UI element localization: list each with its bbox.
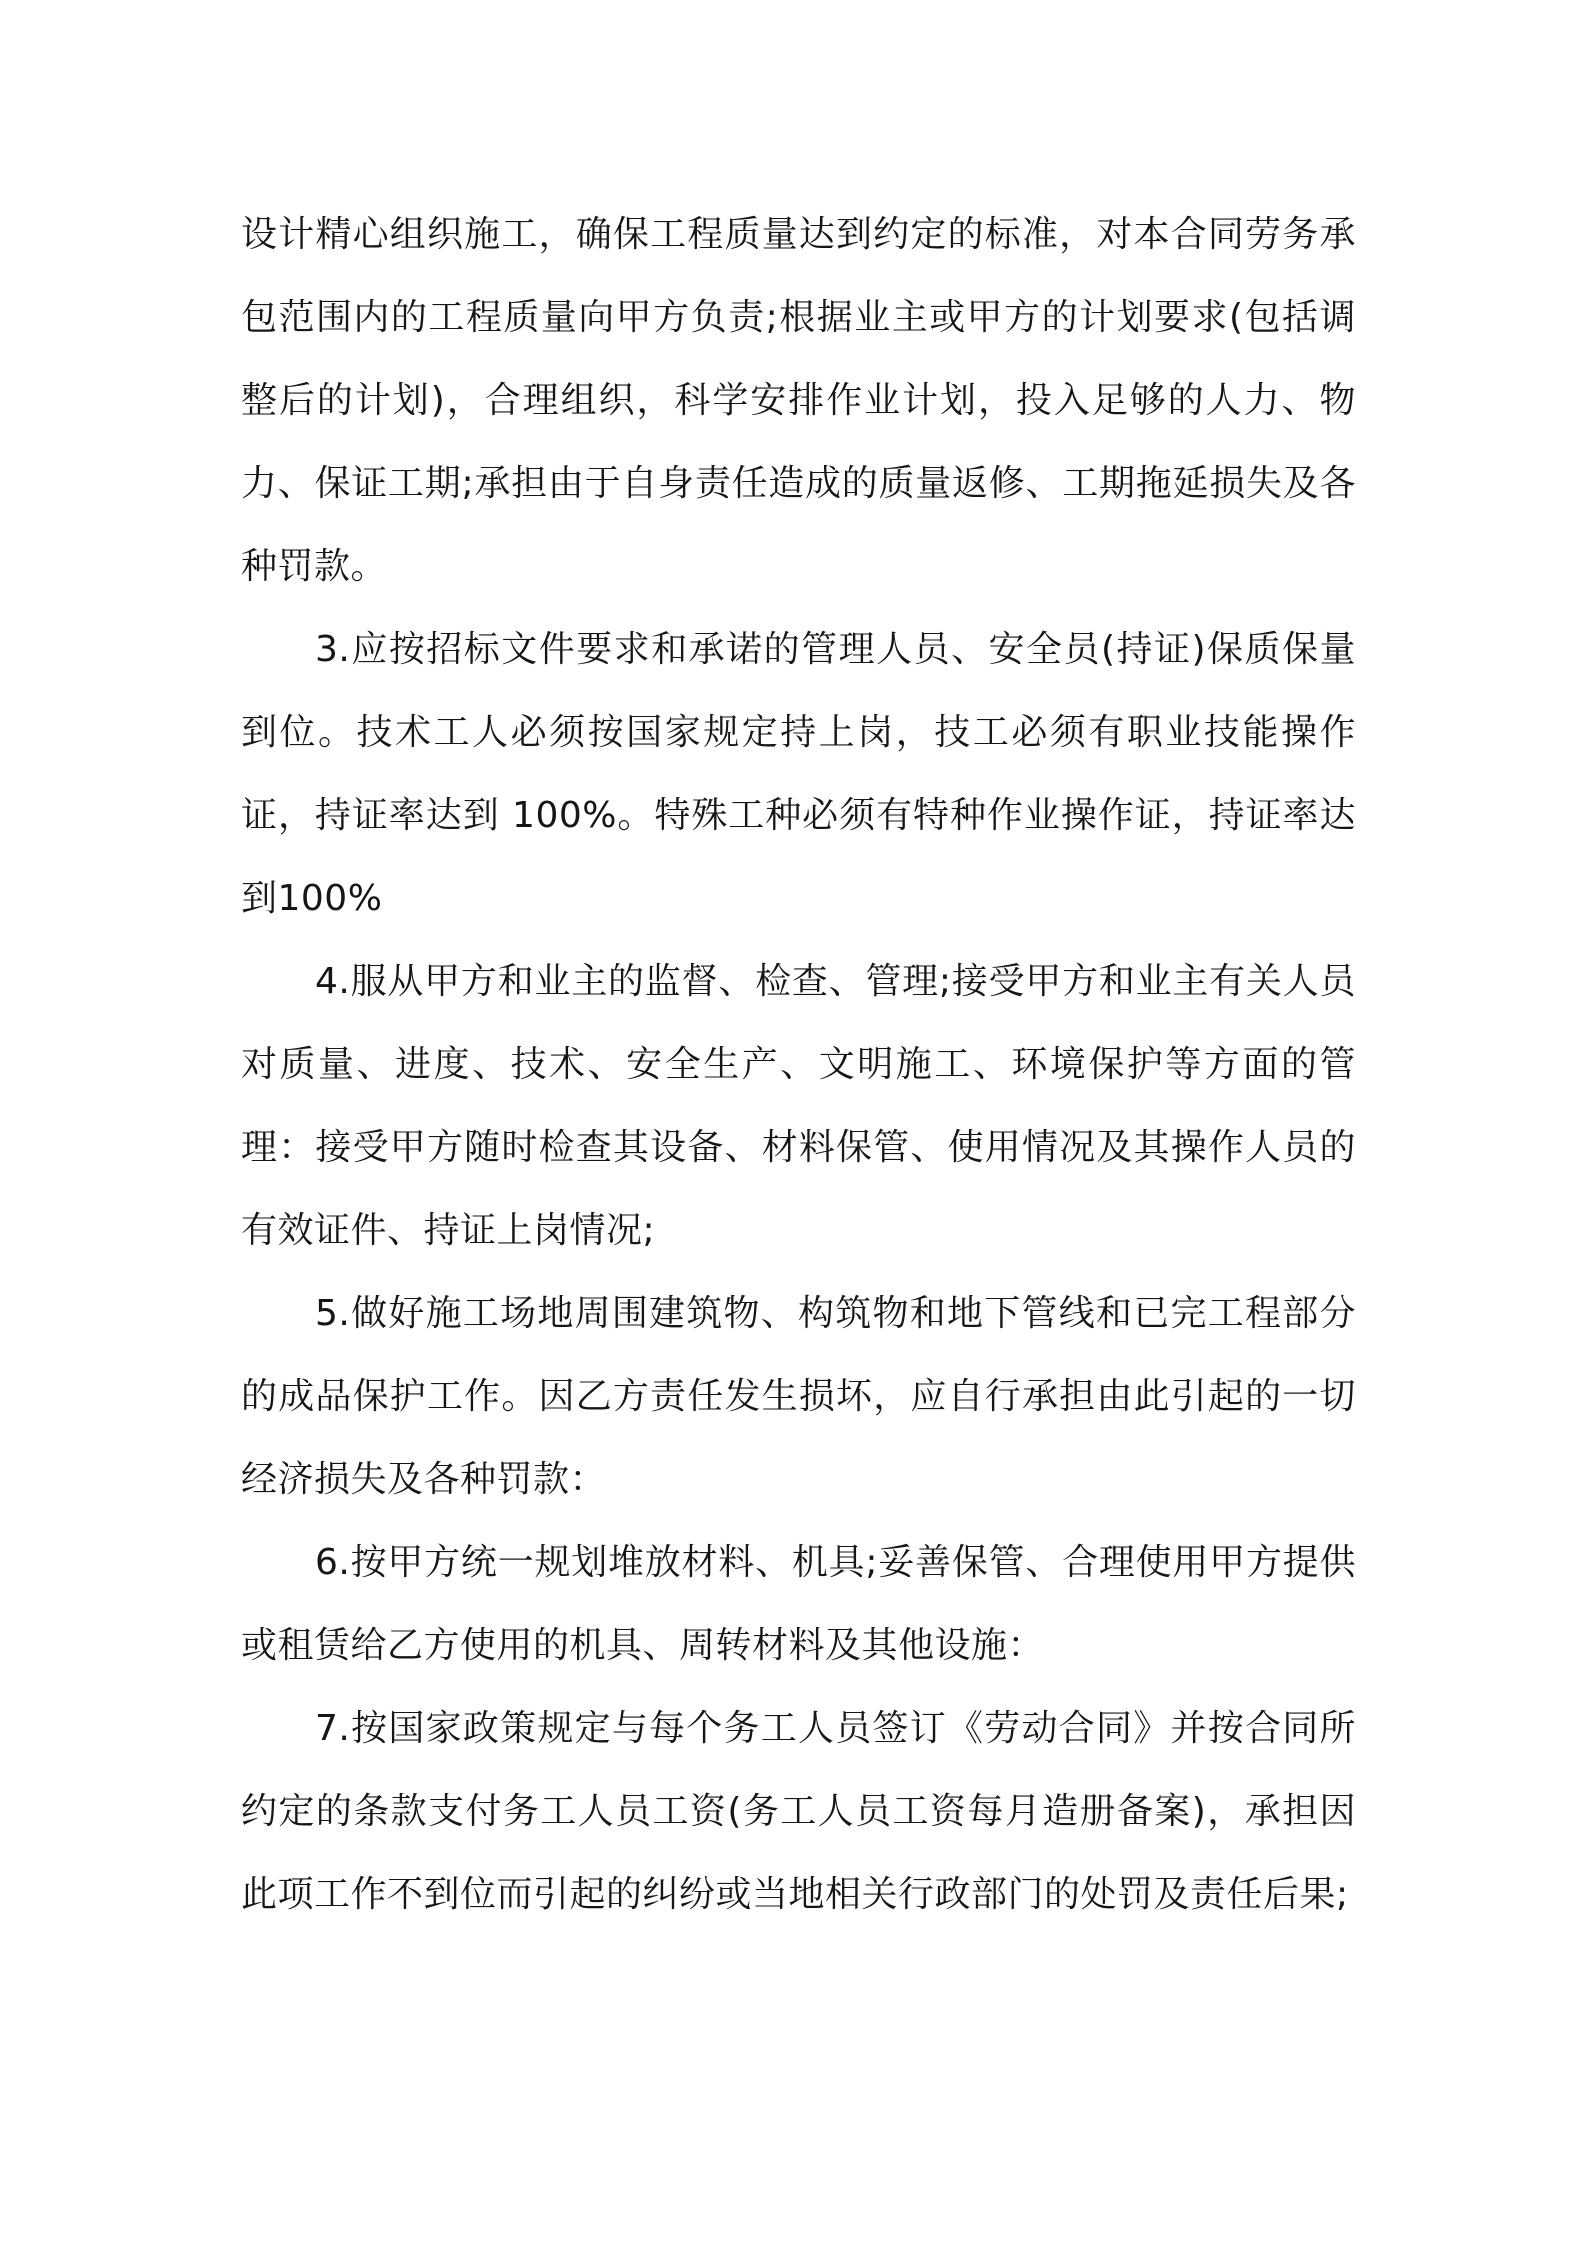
paragraph-item-7: 7.按国家政策规定与每个务工人员签订《劳动合同》并按合同所约定的条款支付务工人员工资(务工人员工资每月造册备案)，承担因此项工作不到位而引起的纠纷或当地相关行政部门的处罚及责任后果; (241, 1708, 1356, 1915)
paragraph-item-6: 6.按甲方统一规划堆放材料、机具;妥善保管、合理使用甲方提供或租赁给乙方使用的机具、周转材料及其他设施： (241, 1542, 1356, 1666)
paragraph-item-5: 5.做好施工场地周围建筑物、构筑物和地下管线和已完工程部分的成品保护工作。因乙方责任发生损坏，应自行承担由此引起的一切经济损失及各种罚款： (241, 1293, 1356, 1500)
paragraph-continuation: 设计精心组织施工，确保工程质量达到约定的标准，对本合同劳务承包范围内的工程质量向甲方负责;根据业主或甲方的计划要求(包括调整后的计划)，合理组织，科学安排作业计划，投入足够的人力、物力、保证工期;承担由于自身责任造成的质量返修、工期拖延损失及各种罚款。 (241, 214, 1356, 587)
paragraph-item-3: 3.应按招标文件要求和承诺的管理人员、安全员(持证)保质保量到位。技术工人必须按国家规定持上岗，技工必须有职业技能操作证，持证率达到 100%。特殊工种必须有特种作业操作证，持证率达到100% (241, 629, 1356, 919)
paragraph-item-4: 4.服从甲方和业主的监督、检查、管理;接受甲方和业主有关人员对质量、进度、技术、安全生产、文明施工、环境保护等方面的管理：接受甲方随时检查其设备、材料保管、使用情况及其操作人员的有效证件、持证上岗情况; (241, 961, 1356, 1251)
document-body (241, 193, 1356, 1936)
